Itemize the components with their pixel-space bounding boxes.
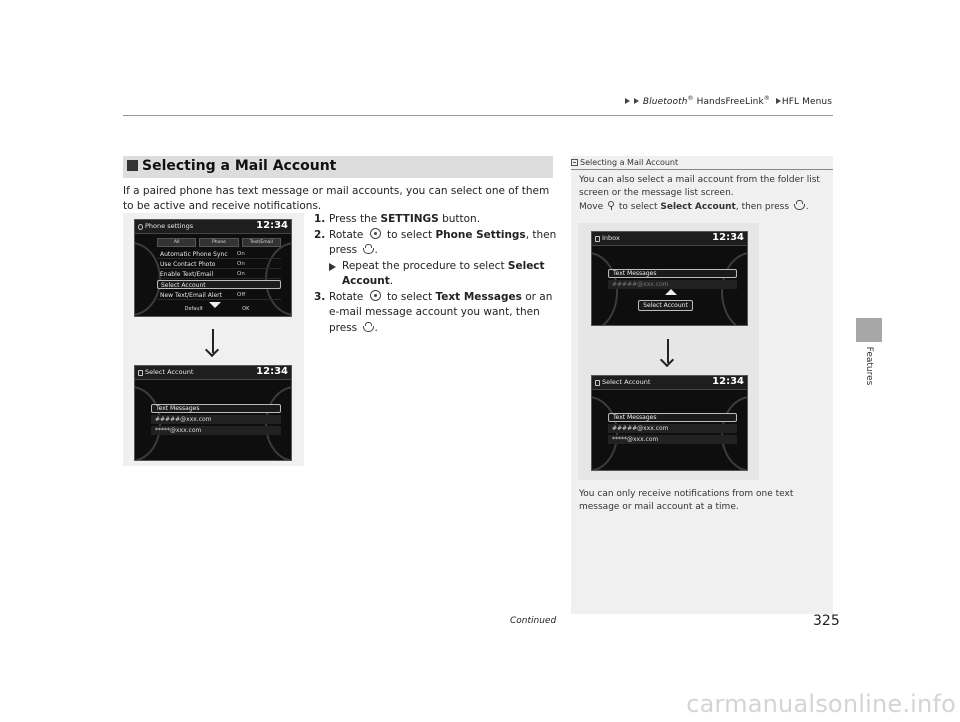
menu-row-label: Automatic Phone Sync: [160, 251, 228, 258]
step-text: , then press: [329, 228, 557, 256]
note-text: , then press: [735, 202, 792, 212]
screen-title: Select Account: [145, 368, 194, 376]
screen-header: [135, 220, 291, 234]
step-number: 3.: [314, 290, 326, 303]
text-messages-label: Text Messages: [435, 290, 522, 303]
step-text: or an e-mail message account you want, then press: [329, 290, 553, 334]
note-icon: [571, 159, 578, 166]
registered-mark: ®: [687, 95, 694, 102]
select-account-button[interactable]: Select Account: [638, 300, 693, 311]
step-text: to select: [383, 290, 436, 303]
note-text: Move: [579, 202, 606, 212]
settings-tabs: [157, 238, 281, 247]
ok-button[interactable]: OK: [242, 306, 250, 312]
down-arrow-icon: [667, 339, 669, 363]
step-text: Press the: [329, 213, 381, 225]
message-folder[interactable]: #####@xxx.com: [608, 280, 737, 289]
press-icon: [363, 244, 373, 254]
note-heading: [571, 158, 678, 167]
menu-row-label: Enable Text/Email: [160, 271, 214, 278]
account-item-selected[interactable]: Text Messages: [151, 404, 281, 413]
breadcrumb: [622, 95, 832, 107]
continued-label: Continued: [510, 616, 557, 626]
step-number: 2.: [314, 228, 326, 241]
scroll-up-icon: [665, 289, 677, 295]
step-1: [314, 212, 559, 228]
select-account-screen: [134, 365, 292, 461]
header-rule: [123, 115, 833, 116]
step-text: Repeat the procedure to select: [342, 259, 508, 272]
step-text: .: [374, 321, 378, 334]
press-icon: [794, 200, 804, 210]
section-title: [127, 158, 336, 174]
menu-row-value: On: [237, 271, 245, 277]
note-heading-text: Selecting a Mail Account: [580, 158, 679, 167]
screen-arc-decoration: [591, 396, 618, 471]
step-2: [314, 228, 559, 290]
select-account-label: Select Account: [660, 202, 736, 212]
section-title-text: Selecting a Mail Account: [142, 158, 337, 174]
account-item[interactable]: #####@xxx.com: [608, 424, 737, 433]
note-rule: [571, 169, 833, 170]
substep-arrow-icon: [329, 263, 336, 271]
phone-settings-screen: [134, 219, 292, 317]
breadcrumb-arrow-icon: [625, 98, 630, 104]
chapter-label-text: Features: [864, 346, 874, 386]
menu-row-new-text-email-alert[interactable]: [157, 291, 281, 300]
breadcrumb-bluetooth: Bluetooth: [642, 97, 688, 107]
screen-title: Phone settings: [145, 222, 194, 230]
note-paragraph: You can also select a mail account from the folder list screen or the message list screen.: [579, 175, 820, 198]
watermark: carmanualsonline.info: [686, 690, 956, 718]
step-3: [314, 290, 559, 337]
screen-bottom-buttons: [165, 306, 269, 313]
section-square-icon: [127, 160, 138, 171]
screen-clock: 12:34: [256, 220, 288, 231]
lock-icon: [595, 380, 600, 386]
account-item[interactable]: *****@xxx.com: [608, 435, 737, 444]
page-number: 325: [813, 613, 840, 629]
interface-dial-icon: [370, 228, 381, 239]
section-heading-bar: [123, 156, 553, 178]
message-folder-selected[interactable]: Text Messages: [608, 269, 737, 278]
down-arrow-icon: [212, 329, 214, 353]
procedure-steps: [314, 212, 559, 336]
breadcrumb-arrow-icon: [634, 98, 639, 104]
screen-arc-decoration: [591, 252, 618, 326]
lock-icon: [138, 370, 143, 376]
screen-header: [592, 232, 747, 246]
step-text: to select: [383, 228, 436, 241]
intro-paragraph: If a paired phone has text message or mail accounts, you can select one of them to be active and receive notifications.: [123, 185, 550, 212]
menu-row-value: On: [237, 251, 245, 257]
lock-icon: [595, 236, 600, 242]
menu-row-value: Off: [237, 292, 246, 298]
menu-row-enable-text-email[interactable]: [157, 270, 281, 279]
screen-title: Inbox: [602, 234, 620, 242]
screen-clock: 12:34: [712, 232, 744, 243]
move-icon: [608, 201, 614, 210]
press-icon: [363, 322, 373, 332]
menu-row-automatic-phone-sync[interactable]: [157, 250, 281, 259]
account-item[interactable]: *****@xxx.com: [151, 426, 281, 435]
breadcrumb-arrow-icon: [776, 98, 781, 104]
tab-all[interactable]: All: [157, 238, 196, 247]
menu-row-use-contact-photo[interactable]: [157, 260, 281, 269]
default-button[interactable]: Default: [184, 306, 203, 312]
step-number: 1.: [314, 213, 326, 225]
screen-clock: 12:34: [712, 376, 744, 387]
breadcrumb-handsfreelink: HandsFreeLink: [693, 97, 764, 107]
screen-clock: 12:34: [256, 366, 288, 377]
step-text: Rotate: [329, 228, 367, 241]
menu-row-label: New Text/Email Alert: [160, 292, 222, 299]
note-text: .: [805, 202, 809, 212]
note-text: to select: [616, 202, 661, 212]
note-figure: [578, 223, 759, 480]
tab-text-email[interactable]: Text/Email: [242, 238, 281, 247]
step-text: .: [389, 275, 394, 287]
screen-arc-decoration: [721, 396, 748, 471]
screen-header: [135, 366, 291, 380]
step-text: Rotate: [329, 290, 367, 303]
menu-row-value: On: [237, 261, 245, 267]
select-account-screen: [591, 375, 748, 471]
breadcrumb-hfl-menus: HFL Menus: [781, 97, 832, 107]
tab-phone[interactable]: Phone: [199, 238, 238, 247]
select-account-label: Select Account: [342, 259, 545, 287]
account-item[interactable]: #####@xxx.com: [151, 415, 281, 424]
chapter-tab: [856, 318, 882, 342]
screen-title: Select Account: [602, 378, 651, 386]
note-paragraph: [579, 200, 829, 214]
note-paragraph: You can only receive notifications from one text message or mail account at a time.: [579, 489, 794, 512]
menu-icon: [138, 224, 143, 230]
step-2-substep: [329, 259, 559, 290]
step-text: .: [374, 244, 378, 256]
main-figure: [123, 213, 304, 466]
step-text: button.: [438, 213, 481, 225]
chapter-label: [852, 344, 886, 388]
menu-row-select-account[interactable]: [157, 280, 281, 289]
screen-header: [592, 376, 747, 390]
interface-dial-icon: [370, 290, 381, 301]
menu-row-label: Use Contact Photo: [160, 261, 216, 268]
sidebar-note: [571, 156, 833, 614]
settings-button-name: SETTINGS: [380, 213, 439, 225]
screen-arc-decoration: [721, 252, 748, 326]
account-item-selected[interactable]: Text Messages: [608, 413, 737, 422]
phone-settings-label: Phone Settings: [435, 228, 526, 241]
registered-mark: ®: [763, 95, 770, 102]
inbox-screen: [591, 231, 748, 326]
menu-row-label: Select Account: [161, 282, 206, 289]
